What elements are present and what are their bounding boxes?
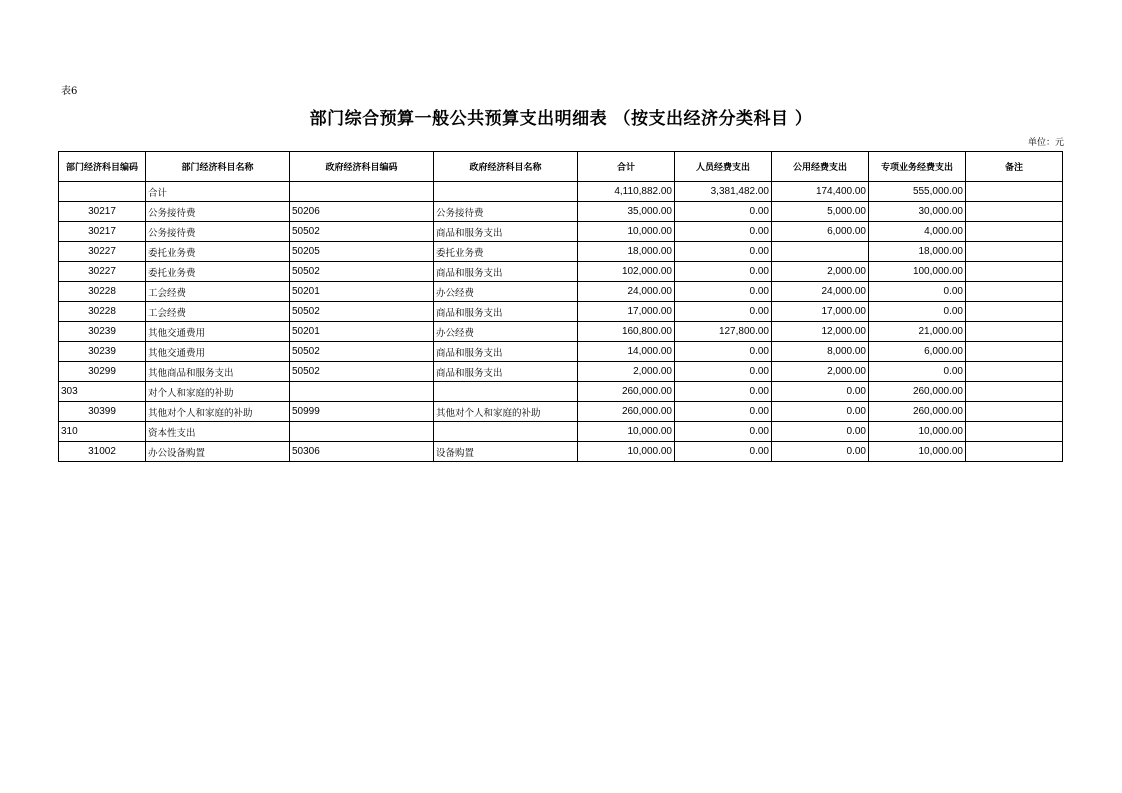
table-row bbox=[59, 222, 1063, 242]
cell-special: 0.00 bbox=[869, 362, 966, 382]
cell-total: 14,000.00 bbox=[578, 342, 675, 362]
cell-special: 0.00 bbox=[869, 302, 966, 322]
cell-dept-name: 其他交通费用 bbox=[146, 322, 290, 342]
cell-public: 5,000.00 bbox=[772, 202, 869, 222]
cell-remark bbox=[966, 322, 1063, 342]
cell-personnel: 0.00 bbox=[675, 222, 772, 242]
table-row bbox=[59, 282, 1063, 302]
cell-dept-name: 公务接待费 bbox=[146, 202, 290, 222]
cell-remark bbox=[966, 282, 1063, 302]
cell-gov-name: 商品和服务支出 bbox=[434, 222, 578, 242]
cell-dept-code: 30227 bbox=[59, 242, 146, 262]
cell-gov-code: 50206 bbox=[290, 202, 434, 222]
cell-personnel: 0.00 bbox=[675, 242, 772, 262]
table-row bbox=[59, 422, 1063, 442]
header-remark: 备注 bbox=[966, 152, 1063, 182]
cell-dept-name: 资本性支出 bbox=[146, 422, 290, 442]
cell-dept-code: 30239 bbox=[59, 342, 146, 362]
cell-gov-code: 50201 bbox=[290, 322, 434, 342]
cell-public: 0.00 bbox=[772, 402, 869, 422]
cell-public: 2,000.00 bbox=[772, 362, 869, 382]
table-number: 表6 bbox=[61, 86, 78, 97]
cell-total: 10,000.00 bbox=[578, 442, 675, 462]
table-row bbox=[59, 182, 1063, 202]
header-dept-name: 部门经济科目名称 bbox=[146, 152, 290, 182]
cell-gov-code bbox=[290, 422, 434, 442]
table-row bbox=[59, 362, 1063, 382]
cell-personnel: 0.00 bbox=[675, 262, 772, 282]
cell-remark bbox=[966, 222, 1063, 242]
cell-personnel: 0.00 bbox=[675, 362, 772, 382]
table-row bbox=[59, 242, 1063, 262]
cell-gov-code: 50201 bbox=[290, 282, 434, 302]
cell-remark bbox=[966, 342, 1063, 362]
cell-gov-name bbox=[434, 382, 578, 402]
cell-special: 21,000.00 bbox=[869, 322, 966, 342]
cell-public: 12,000.00 bbox=[772, 322, 869, 342]
cell-dept-code: 30217 bbox=[59, 202, 146, 222]
cell-total: 260,000.00 bbox=[578, 382, 675, 402]
cell-personnel: 0.00 bbox=[675, 402, 772, 422]
cell-total: 18,000.00 bbox=[578, 242, 675, 262]
cell-special: 555,000.00 bbox=[869, 182, 966, 202]
cell-gov-name: 办公经费 bbox=[434, 322, 578, 342]
cell-personnel: 127,800.00 bbox=[675, 322, 772, 342]
table-body bbox=[59, 182, 1063, 462]
cell-dept-name: 合计 bbox=[146, 182, 290, 202]
cell-dept-code bbox=[59, 182, 146, 202]
cell-public: 0.00 bbox=[772, 422, 869, 442]
header-total: 合计 bbox=[578, 152, 675, 182]
table-row bbox=[59, 402, 1063, 422]
cell-dept-name: 公务接待费 bbox=[146, 222, 290, 242]
table-row bbox=[59, 302, 1063, 322]
cell-dept-name: 委托业务费 bbox=[146, 262, 290, 282]
cell-gov-name: 商品和服务支出 bbox=[434, 262, 578, 282]
cell-gov-code: 50502 bbox=[290, 342, 434, 362]
cell-public: 2,000.00 bbox=[772, 262, 869, 282]
cell-special: 0.00 bbox=[869, 282, 966, 302]
expenditure-table bbox=[58, 151, 1063, 462]
cell-personnel: 0.00 bbox=[675, 342, 772, 362]
cell-gov-name bbox=[434, 182, 578, 202]
cell-special: 260,000.00 bbox=[869, 382, 966, 402]
cell-public: 8,000.00 bbox=[772, 342, 869, 362]
cell-dept-name: 其他对个人和家庭的补助 bbox=[146, 402, 290, 422]
cell-personnel: 3,381,482.00 bbox=[675, 182, 772, 202]
cell-remark bbox=[966, 402, 1063, 422]
cell-gov-code: 50205 bbox=[290, 242, 434, 262]
cell-gov-code: 50502 bbox=[290, 362, 434, 382]
cell-special: 10,000.00 bbox=[869, 422, 966, 442]
cell-remark bbox=[966, 302, 1063, 322]
cell-dept-code: 30228 bbox=[59, 282, 146, 302]
cell-total: 35,000.00 bbox=[578, 202, 675, 222]
cell-total: 17,000.00 bbox=[578, 302, 675, 322]
cell-public bbox=[772, 242, 869, 262]
cell-gov-name bbox=[434, 422, 578, 442]
cell-dept-name: 工会经费 bbox=[146, 302, 290, 322]
cell-gov-code bbox=[290, 182, 434, 202]
cell-public: 6,000.00 bbox=[772, 222, 869, 242]
cell-gov-name: 设备购置 bbox=[434, 442, 578, 462]
cell-dept-name: 办公设备购置 bbox=[146, 442, 290, 462]
header-gov-name: 政府经济科目名称 bbox=[434, 152, 578, 182]
cell-public: 0.00 bbox=[772, 442, 869, 462]
cell-personnel: 0.00 bbox=[675, 382, 772, 402]
cell-gov-code bbox=[290, 382, 434, 402]
cell-public: 17,000.00 bbox=[772, 302, 869, 322]
cell-gov-code: 50502 bbox=[290, 262, 434, 282]
cell-personnel: 0.00 bbox=[675, 442, 772, 462]
cell-dept-code: 30217 bbox=[59, 222, 146, 242]
cell-dept-name: 其他商品和服务支出 bbox=[146, 362, 290, 382]
cell-remark bbox=[966, 242, 1063, 262]
cell-gov-name: 公务接待费 bbox=[434, 202, 578, 222]
page-title: 部门综合预算一般公共预算支出明细表 （按支出经济分类科目 ） bbox=[309, 109, 813, 129]
cell-total: 10,000.00 bbox=[578, 422, 675, 442]
cell-dept-code: 30228 bbox=[59, 302, 146, 322]
cell-dept-name: 其他交通费用 bbox=[146, 342, 290, 362]
cell-gov-code: 50502 bbox=[290, 222, 434, 242]
table-row bbox=[59, 342, 1063, 362]
cell-gov-name: 商品和服务支出 bbox=[434, 342, 578, 362]
cell-special: 4,000.00 bbox=[869, 222, 966, 242]
cell-remark bbox=[966, 202, 1063, 222]
cell-dept-code: 30299 bbox=[59, 362, 146, 382]
cell-dept-code: 310 bbox=[59, 422, 146, 442]
cell-special: 10,000.00 bbox=[869, 442, 966, 462]
cell-special: 30,000.00 bbox=[869, 202, 966, 222]
table-row bbox=[59, 262, 1063, 282]
cell-gov-name: 商品和服务支出 bbox=[434, 302, 578, 322]
cell-dept-code: 30239 bbox=[59, 322, 146, 342]
cell-gov-name: 商品和服务支出 bbox=[434, 362, 578, 382]
cell-special: 100,000.00 bbox=[869, 262, 966, 282]
cell-gov-code: 50502 bbox=[290, 302, 434, 322]
cell-gov-code: 50306 bbox=[290, 442, 434, 462]
cell-public: 0.00 bbox=[772, 382, 869, 402]
cell-dept-name: 工会经费 bbox=[146, 282, 290, 302]
unit-label: 单位：元 bbox=[1027, 138, 1064, 148]
cell-gov-code: 50999 bbox=[290, 402, 434, 422]
cell-remark bbox=[966, 362, 1063, 382]
cell-remark bbox=[966, 262, 1063, 282]
cell-personnel: 0.00 bbox=[675, 422, 772, 442]
cell-gov-name: 委托业务费 bbox=[434, 242, 578, 262]
cell-special: 260,000.00 bbox=[869, 402, 966, 422]
cell-personnel: 0.00 bbox=[675, 282, 772, 302]
cell-total: 2,000.00 bbox=[578, 362, 675, 382]
cell-special: 6,000.00 bbox=[869, 342, 966, 362]
cell-public: 174,400.00 bbox=[772, 182, 869, 202]
cell-gov-name: 其他对个人和家庭的补助 bbox=[434, 402, 578, 422]
cell-total: 10,000.00 bbox=[578, 222, 675, 242]
header-special: 专项业务经费支出 bbox=[869, 152, 966, 182]
header-personnel: 人员经费支出 bbox=[675, 152, 772, 182]
table-header-row bbox=[59, 152, 1063, 182]
cell-public: 24,000.00 bbox=[772, 282, 869, 302]
cell-remark bbox=[966, 442, 1063, 462]
cell-dept-code: 31002 bbox=[59, 442, 146, 462]
cell-remark bbox=[966, 422, 1063, 442]
cell-total: 4,110,882.00 bbox=[578, 182, 675, 202]
cell-dept-name: 委托业务费 bbox=[146, 242, 290, 262]
cell-personnel: 0.00 bbox=[675, 202, 772, 222]
header-gov-code: 政府经济科目编码 bbox=[290, 152, 434, 182]
cell-dept-code: 303 bbox=[59, 382, 146, 402]
cell-total: 160,800.00 bbox=[578, 322, 675, 342]
table-row bbox=[59, 382, 1063, 402]
header-dept-code: 部门经济科目编码 bbox=[59, 152, 146, 182]
cell-dept-name: 对个人和家庭的补助 bbox=[146, 382, 290, 402]
table-row bbox=[59, 322, 1063, 342]
cell-total: 260,000.00 bbox=[578, 402, 675, 422]
cell-dept-code: 30227 bbox=[59, 262, 146, 282]
cell-total: 24,000.00 bbox=[578, 282, 675, 302]
cell-gov-name: 办公经费 bbox=[434, 282, 578, 302]
cell-dept-code: 30399 bbox=[59, 402, 146, 422]
cell-remark bbox=[966, 382, 1063, 402]
cell-remark bbox=[966, 182, 1063, 202]
table-row bbox=[59, 202, 1063, 222]
cell-total: 102,000.00 bbox=[578, 262, 675, 282]
table-row bbox=[59, 442, 1063, 462]
cell-personnel: 0.00 bbox=[675, 302, 772, 322]
cell-special: 18,000.00 bbox=[869, 242, 966, 262]
header-public: 公用经费支出 bbox=[772, 152, 869, 182]
